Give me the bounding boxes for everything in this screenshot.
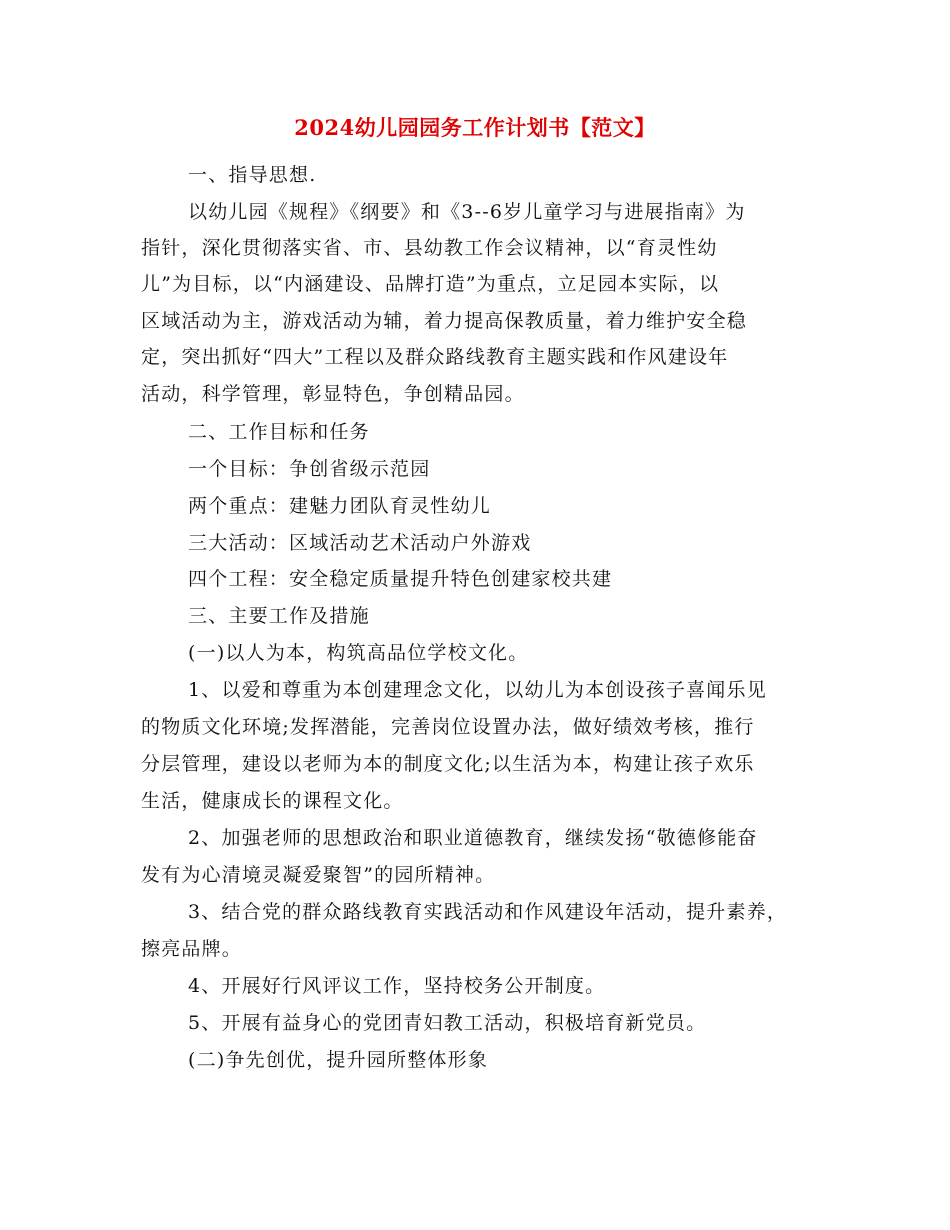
- paragraph-line: 发有为心清境灵凝爱聚智”的园所精神。: [141, 864, 496, 886]
- subheading: (二)争先创优，提升园所整体形象: [188, 1049, 489, 1071]
- paragraph-line: 3、结合党的群众路线教育实践活动和作风建设年活动，提升素养，: [188, 901, 788, 923]
- list-item: 四个工程：安全稳定质量提升特色创建家校共建: [188, 568, 613, 590]
- paragraph-line: 区域活动为主，游戏活动为辅，着力提高保教质量，着力维护安全稳: [141, 310, 748, 332]
- paragraph-line: 的物质文化环境;发挥潜能，完善岗位设置办法，做好绩效考核，推行: [141, 716, 755, 738]
- paragraph-line: 儿”为目标，以“内涵建设、品牌打造”为重点，立足园本实际，以: [141, 273, 720, 295]
- paragraph-line: 以幼儿园《规程》《纲要》和《3--6岁儿童学习与进展指南》为: [188, 201, 746, 223]
- paragraph-line: 4、开展好行风评议工作，坚持校务公开制度。: [188, 975, 606, 997]
- list-item: 三大活动：区域活动艺术活动户外游戏: [188, 532, 532, 554]
- paragraph-line: 分层管理，建设以老师为本的制度文化;以生活为本，构建让孩子欢乐: [141, 753, 755, 775]
- paragraph-line: 5、开展有益身心的党团青妇教工活动，积极培育新党员。: [188, 1012, 707, 1034]
- paragraph-line: 1、以爱和尊重为本创建理念文化，以幼儿为本创设孩子喜闻乐见: [188, 679, 767, 701]
- list-item: 两个重点：建魅力团队育灵性幼儿: [188, 495, 492, 517]
- document-title: 2024幼儿园园务工作计划书【范文】: [294, 115, 656, 140]
- paragraph-line: 指针，深化贯彻落实省、市、县幼教工作会议精神，以“育灵性幼: [141, 237, 718, 259]
- paragraph-line: 擦亮品牌。: [141, 938, 243, 960]
- subheading: (一)以人为本，构筑高品位学校文化。: [188, 642, 529, 664]
- heading-main-work: 三、主要工作及措施: [188, 605, 370, 627]
- paragraph-line: 活动，科学管理，彰显特色，争创精品园。: [141, 383, 525, 405]
- heading-goals-tasks: 二、工作目标和任务: [188, 421, 370, 443]
- list-item: 一个目标：争创省级示范园: [188, 458, 431, 480]
- paragraph-line: 生活，健康成长的课程文化。: [141, 790, 404, 812]
- paragraph-line: 定，突出抓好“四大”工程以及群众路线教育主题实践和作风建设年: [141, 346, 729, 368]
- heading-guiding-thought: 一、指导思想.: [188, 164, 317, 186]
- paragraph-line: 2、加强老师的思想政治和职业道德教育，继续发扬“敬德修能奋: [188, 827, 758, 849]
